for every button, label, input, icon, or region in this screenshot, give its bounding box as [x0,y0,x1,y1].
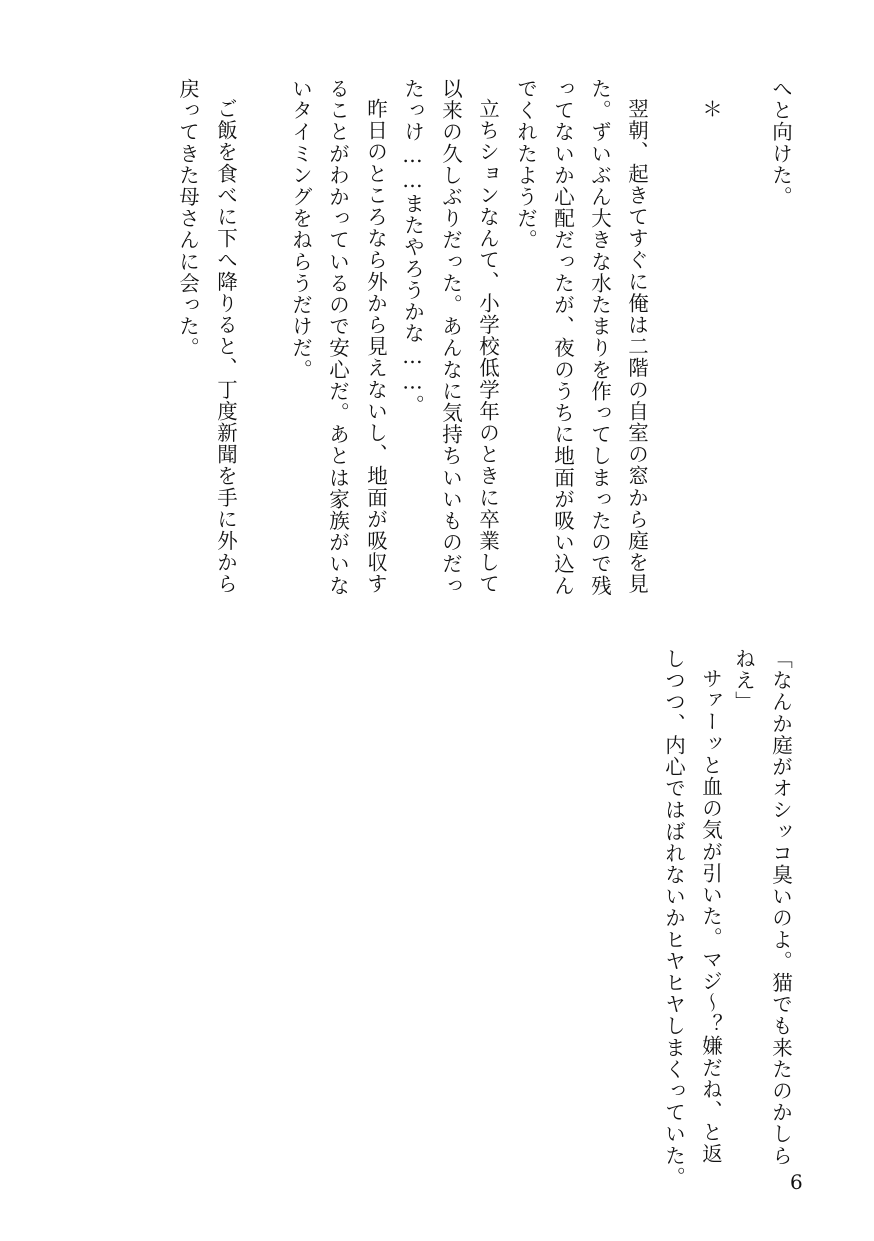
text-column: でくれたようだ。 [513,78,538,251]
text-column: へと向けた。 [768,78,793,208]
text-column: いタイミングをねらうだけだ。 [288,78,313,381]
text-column: 立ちションなんて、小学校低学年のときに卒業して [475,98,500,595]
text-column: たっけ……またやろうかな……。 [400,78,425,416]
text-column: た。ずいぶん大きな水たまりを作ってしまったので残 [587,78,612,597]
section-break-asterisk: ＊ [698,98,723,120]
text-column: 以来の久しぶりだった。あんなに気持ちいいものだっ [438,78,463,597]
dialogue-column: 「なんか庭がオシッコ臭いのよ。猫でも来たのかしら [768,648,793,1167]
dialogue-column: ねえ」 [731,648,756,713]
text-column: サァーッと血の気が引いた。マジ〜？嫌だね、と返 [698,668,723,1165]
text-column: しつつ、内心ではばれないかヒヤヒヤしまくっていた。 [661,648,686,1188]
text-column: 翌朝、起きてすぐに俺は二階の自室の窓から庭を見 [624,98,649,595]
text-column: 戻ってきた母さんに会った。 [175,78,200,359]
text-column: ってないか心配だったが、夜のうちに地面が吸い込ん [550,78,575,597]
text-column: 昨日のところなら外から見えないし、地面が吸収す [363,98,388,595]
text-column: ることがわかっているので安心だ。あとは家族がいな [325,78,350,597]
text-column: ご飯を食べに下へ降りると、丁度新聞を手に外から [213,98,238,595]
page-number: 6 [790,1170,803,1194]
